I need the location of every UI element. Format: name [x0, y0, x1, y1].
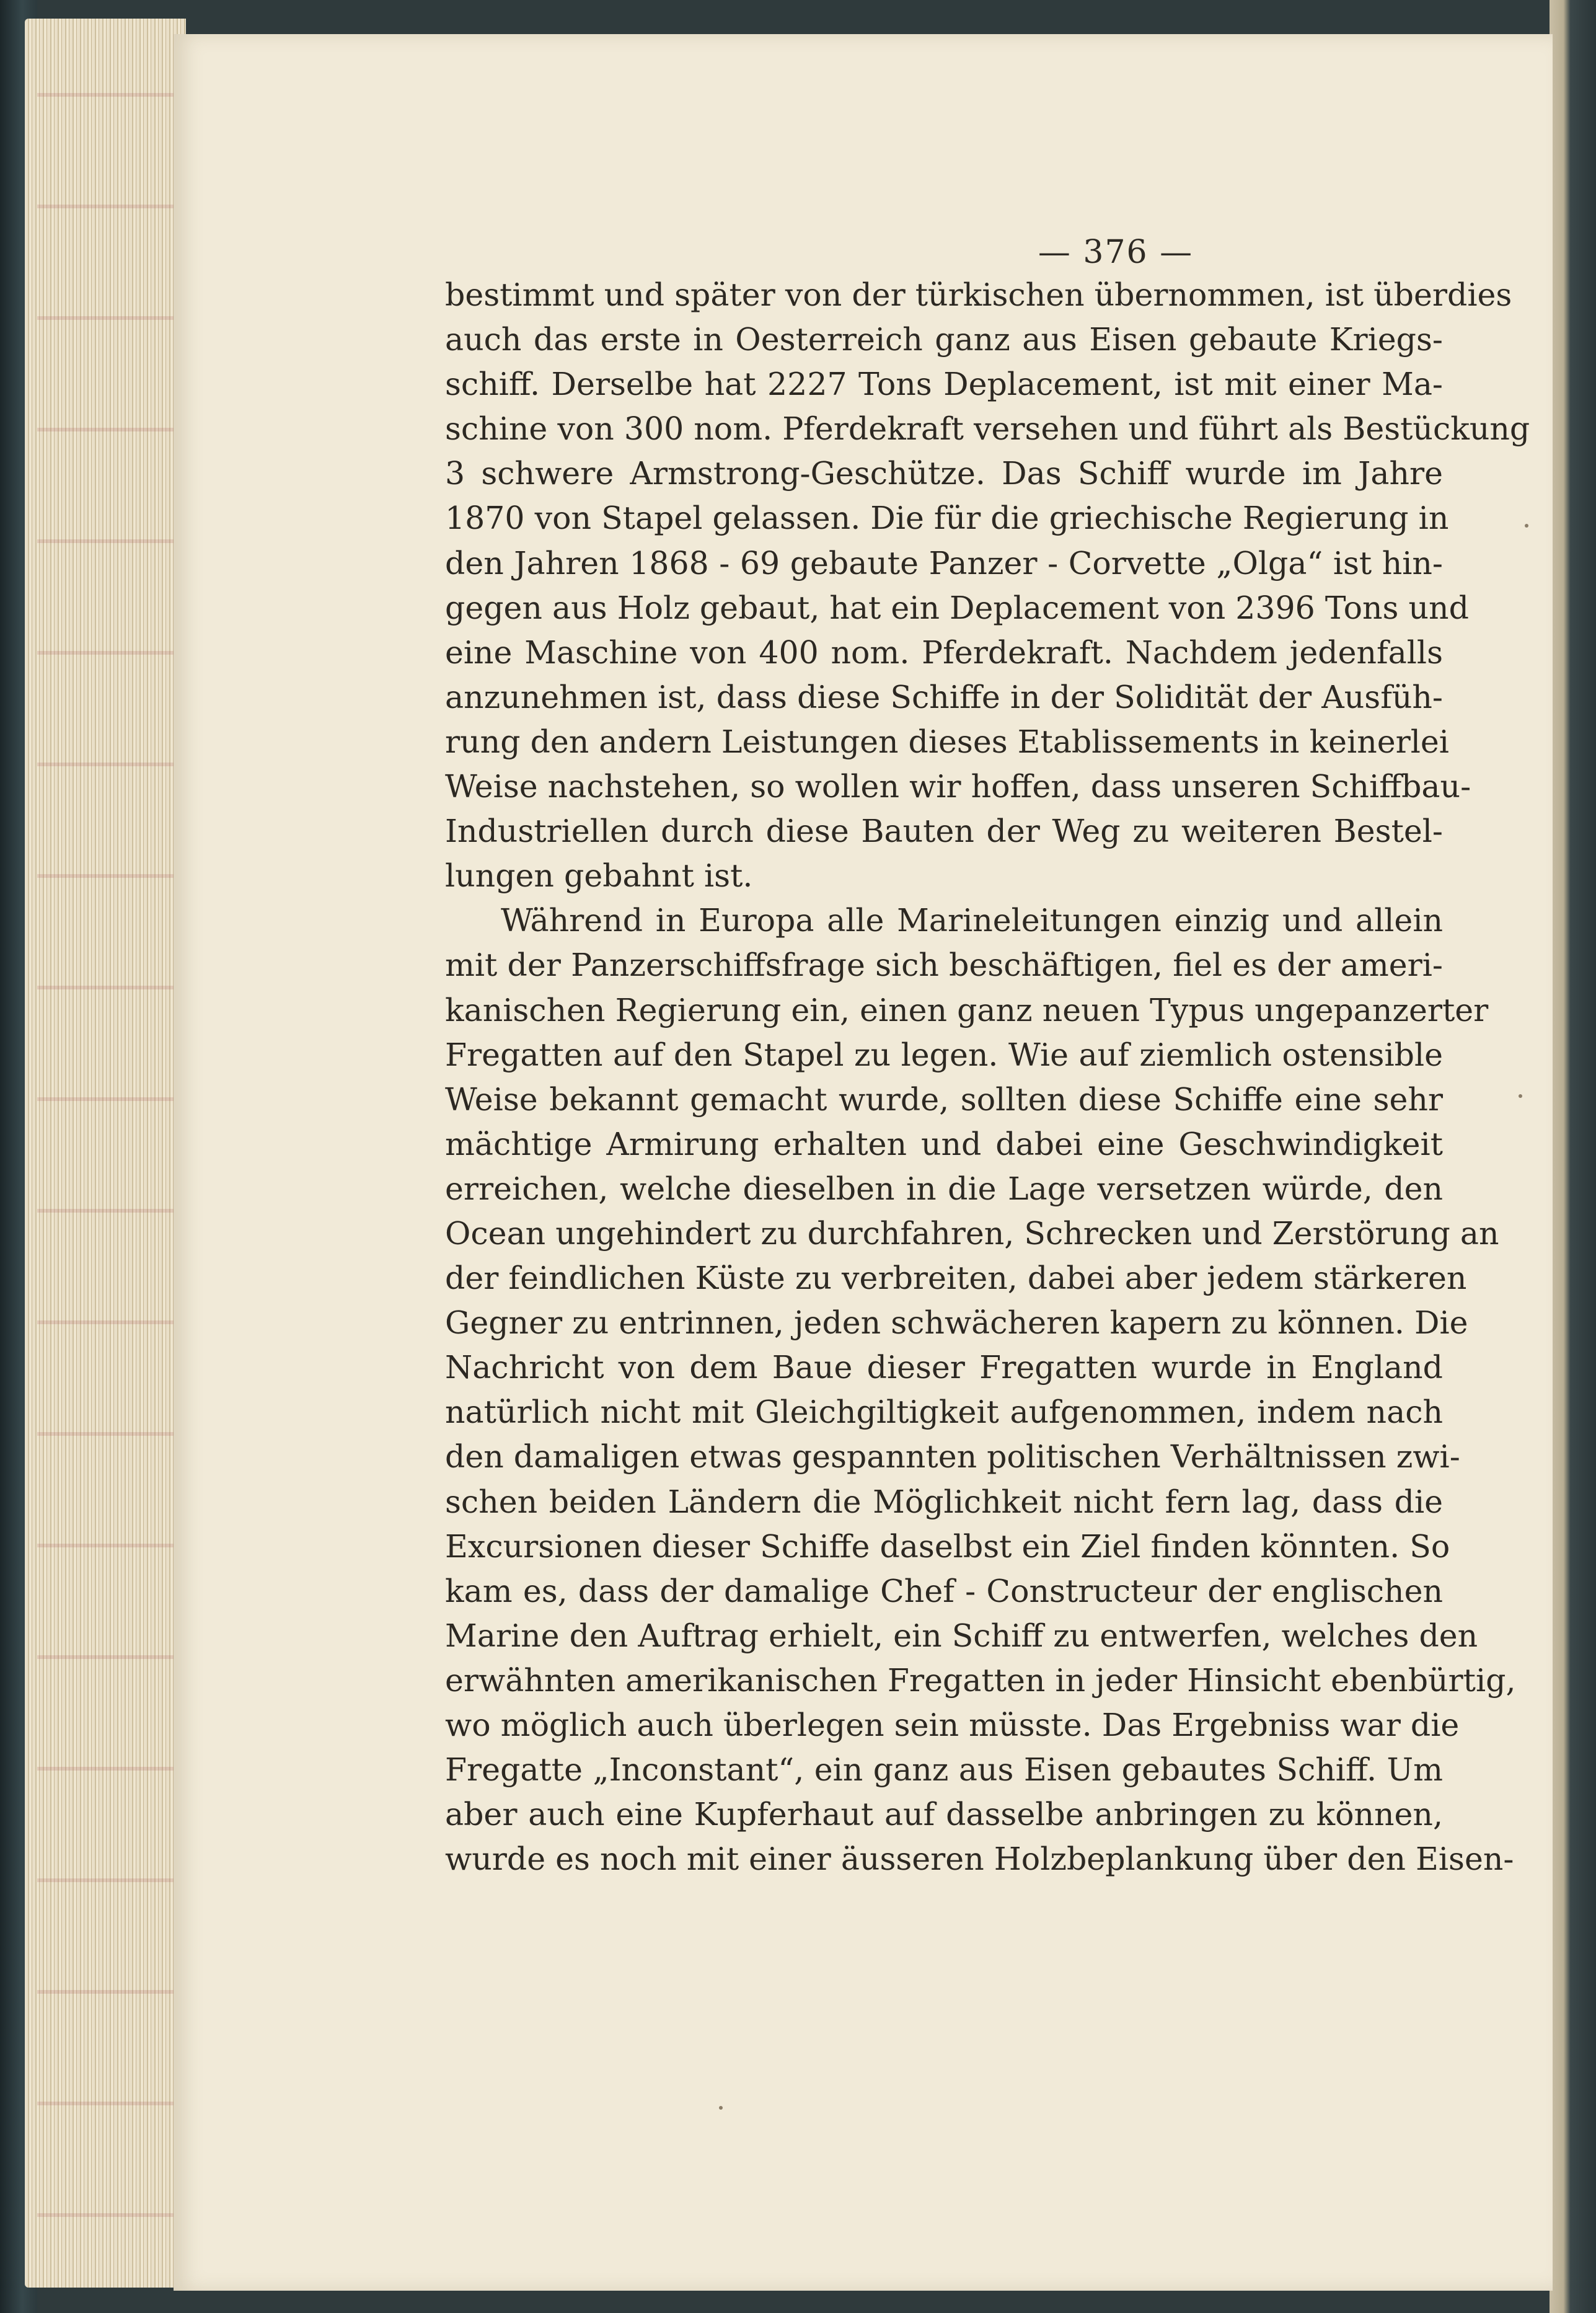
text-line: eine Maschine von 400 nom. Pferdekraft. Nachdem jedenfalls — [445, 634, 1443, 671]
page-number: — 376 — — [1038, 234, 1194, 271]
text-line: rung den andern Leistungen dieses Etablissements in keinerlei — [445, 723, 1449, 760]
text-line: Gegner zu entrinnen, jeden schwächeren kapern zu können. Die — [445, 1304, 1468, 1342]
text-line: den damaligen etwas gespannten politischen Verhältnissen zwi- — [445, 1438, 1460, 1475]
text-line: mächtige Armirung erhalten und dabei eine Geschwindigkeit — [445, 1125, 1443, 1162]
paper-speck — [1525, 524, 1528, 528]
right-page-edge — [1550, 0, 1596, 2313]
text-line: kanischen Regierung ein, einen ganz neuen Typus ungepanzerter — [445, 991, 1489, 1028]
text-line: Nachricht von dem Baue dieser Fregatten wurde in England — [445, 1349, 1443, 1386]
text-line: wurde es noch mit einer äusseren Holzbeplankung über den Eisen- — [445, 1841, 1514, 1878]
text-line: natürlich nicht mit Gleichgiltigkeit aufgenommen, indem nach — [445, 1394, 1443, 1431]
text-line: Während in Europa alle Marineleitungen einzig und allein — [501, 902, 1443, 939]
text-line: Weise nachstehen, so wollen wir hoffen, dass unseren Schiffbau- — [445, 768, 1471, 805]
text-line: anzunehmen ist, dass diese Schiffe in der Solidität der Ausfüh- — [445, 678, 1443, 715]
text-line: kam es, dass der damalige Chef - Constructeur der englischen — [445, 1572, 1443, 1609]
text-line: der feindlichen Küste zu verbreiten, dabei aber jedem stärkeren — [445, 1260, 1467, 1297]
page-edge-stains — [37, 37, 174, 2269]
text-line: bestimmt und später von der türkischen übernommen, ist überdies — [445, 276, 1512, 313]
text-line: Marine den Auftrag erhielt, ein Schiff zu entwerfen, welches den — [445, 1617, 1478, 1654]
text-line: schine von 300 nom. Pferdekraft versehen und führt als Bestückung — [445, 410, 1530, 448]
paper-speck — [719, 2106, 723, 2110]
text-line: mit der Panzerschiffsfrage sich beschäftigen, fiel es der ameri- — [445, 947, 1443, 984]
text-line: erwähnten amerikanischen Fregatten in jeder Hinsicht ebenbürtig, — [445, 1661, 1516, 1699]
text-line: Weise bekannt gemacht wurde, sollten diese Schiffe eine sehr — [445, 1081, 1443, 1118]
text-line: schen beiden Ländern die Möglichkeit nicht fern lag, dass die — [445, 1483, 1443, 1520]
text-line: Fregatte „Inconstant“, ein ganz aus Eisen gebautes Schiff. Um — [445, 1751, 1443, 1789]
text-line: lungen gebahnt ist. — [445, 857, 753, 895]
text-line: schiff. Derselbe hat 2227 Tons Deplacement, ist mit einer Ma- — [445, 366, 1443, 403]
text-line: erreichen, welche dieselben in die Lage versetzen würde, den — [445, 1170, 1443, 1207]
text-line: Ocean ungehindert zu durchfahren, Schrecken und Zerstörung an — [445, 1214, 1499, 1252]
text-line: 3 schwere Armstrong-Geschütze. Das Schiff wurde im Jahre — [445, 455, 1443, 492]
body-text — [445, 273, 1530, 1882]
text-line: Excursionen dieser Schiffe daselbst ein Ziel finden könnten. So — [445, 1528, 1450, 1565]
paper-speck — [1519, 1094, 1522, 1098]
text-line: wo möglich auch überlegen sein müsste. Das Ergebniss war die — [445, 1707, 1460, 1743]
text-line: 1870 von Stapel gelassen. Die für die griechische Regierung in — [445, 500, 1449, 537]
text-line: Fregatten auf den Stapel zu legen. Wie auf ziemlich ostensible — [445, 1036, 1443, 1073]
text-line: aber auch eine Kupferhaut auf dasselbe anbringen zu können, — [445, 1796, 1443, 1833]
text-line: Industriellen durch diese Bauten der Weg zu weiteren Bestel- — [445, 813, 1443, 850]
text-line: auch das erste in Oesterreich ganz aus Eisen gebaute Kriegs- — [445, 321, 1443, 358]
text-line: gegen aus Holz gebaut, hat ein Deplacement von 2396 Tons und — [445, 589, 1469, 626]
text-line: den Jahren 1868 - 69 gebaute Panzer - Corvette „Olga“ ist hin- — [445, 544, 1443, 582]
